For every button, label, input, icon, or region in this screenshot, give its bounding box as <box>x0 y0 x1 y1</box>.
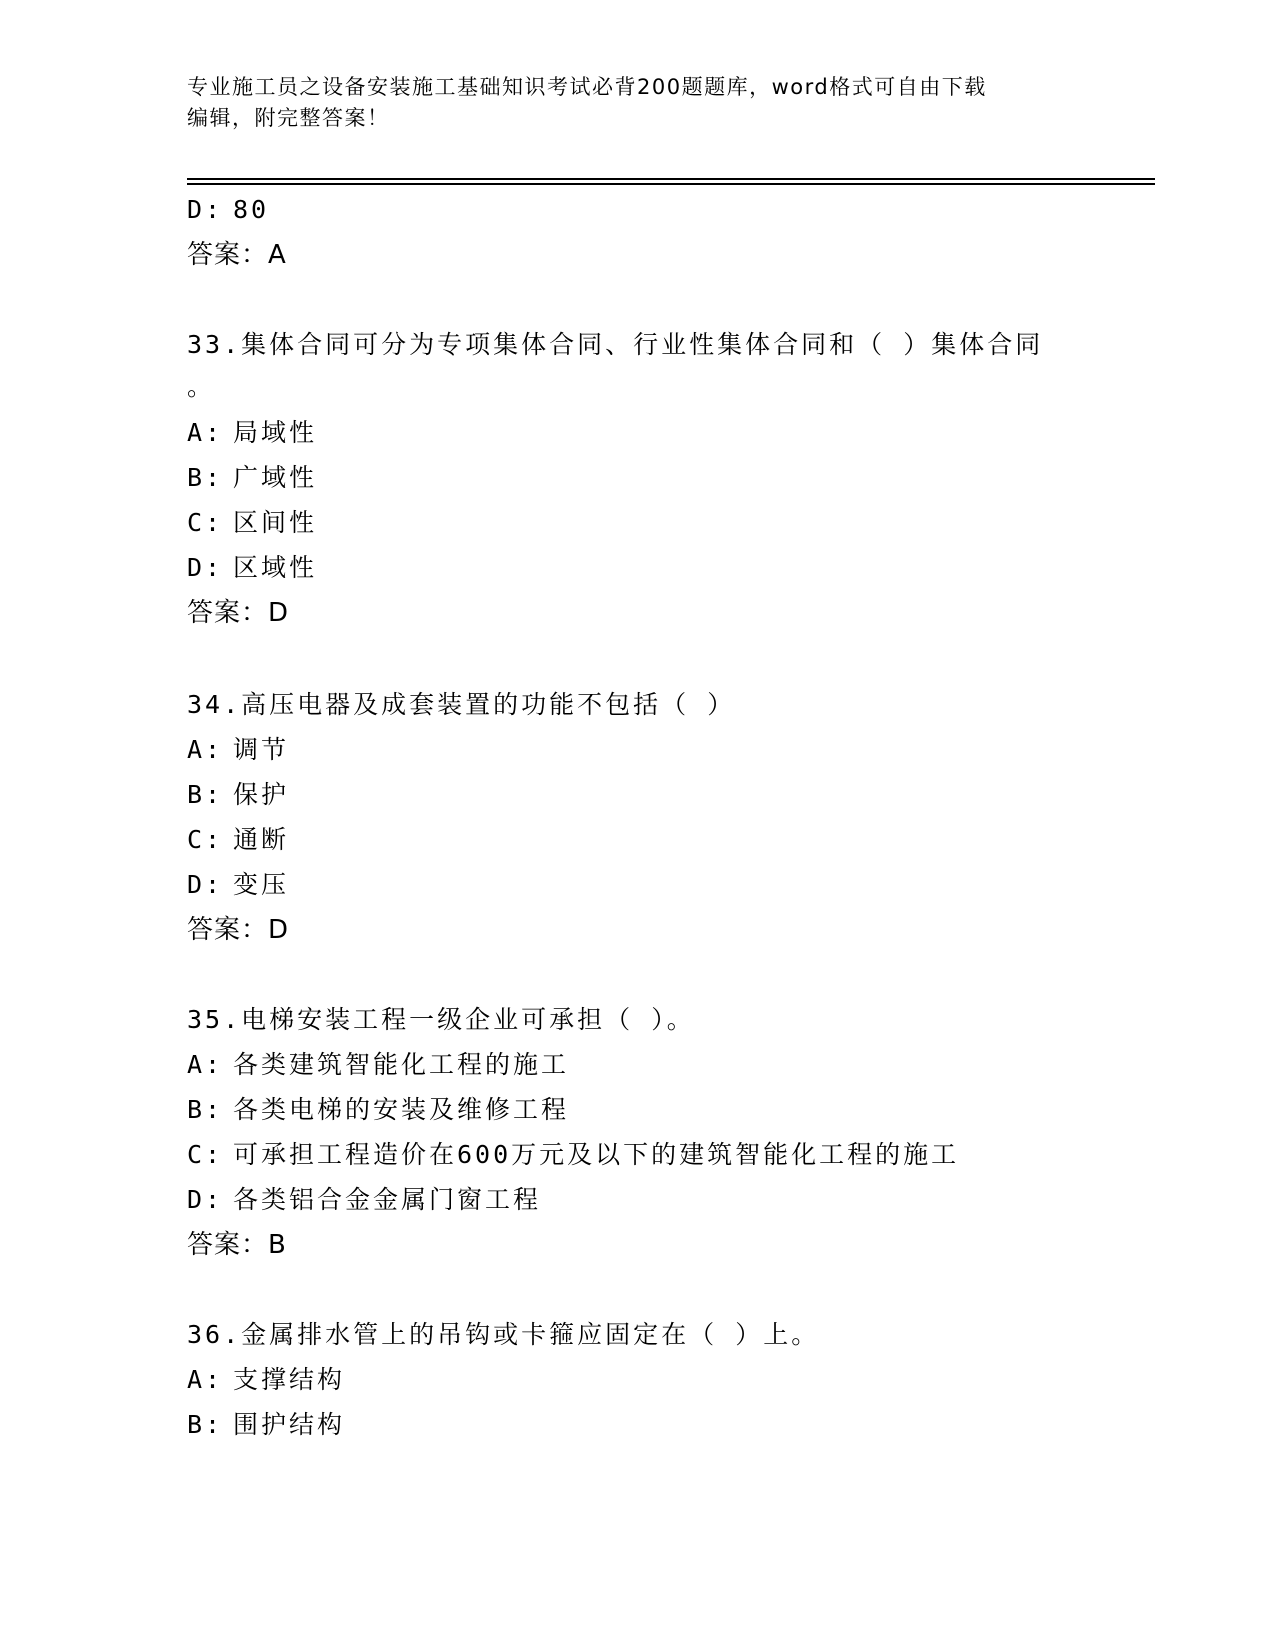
option-label: C: <box>187 1140 224 1169</box>
option-label: D: <box>187 195 224 224</box>
option-text: 局域性 <box>233 418 318 447</box>
option-text: 围护结构 <box>233 1410 346 1439</box>
question-33-stem-cont: 。 <box>187 372 216 401</box>
option-text: 广域性 <box>233 463 318 492</box>
option-text: 保护 <box>233 780 290 809</box>
question-33-stem: 33.集体合同可分为专项集体合同、行业性集体合同和（ ）集体合同 <box>187 330 1044 359</box>
option-label: C: <box>187 825 224 854</box>
option-text: 各类电梯的安装及维修工程 <box>233 1095 570 1124</box>
question-33-option-c <box>187 508 317 538</box>
option-text: 变压 <box>233 870 290 899</box>
question-35-option-a <box>187 1050 569 1080</box>
question-34-answer: 答案：D <box>187 915 290 945</box>
question-35-option-d <box>187 1185 541 1215</box>
option-label: D: <box>187 870 224 899</box>
question-35-option-b <box>187 1095 569 1125</box>
option-label: A: <box>187 418 224 447</box>
question-33-option-d <box>187 553 317 583</box>
option-label: A: <box>187 1365 224 1394</box>
question-34-stem: 34.高压电器及成套装置的功能不包括（ ） <box>187 690 736 719</box>
option-text: 调节 <box>233 735 290 764</box>
option-label: D: <box>187 553 224 582</box>
question-33-answer: 答案：D <box>187 598 290 628</box>
option-text: 通断 <box>233 825 290 854</box>
option-label: B: <box>187 463 224 492</box>
option-text: 区间性 <box>233 508 318 537</box>
option-label: C: <box>187 508 224 537</box>
option-text: 可承担工程造价在600万元及以下的建筑智能化工程的施工 <box>233 1140 960 1169</box>
option-label: A: <box>187 735 224 764</box>
question-34-option-d <box>187 870 289 900</box>
question-35-stem: 35.电梯安装工程一级企业可承担（ ）。 <box>187 1005 695 1034</box>
question-34-option-b <box>187 780 289 810</box>
question-33-option-b <box>187 463 317 493</box>
question-36-stem: 36.金属排水管上的吊钩或卡箍应固定在（ ）上。 <box>187 1320 820 1349</box>
question-36-option-a <box>187 1365 345 1395</box>
question-35-option-c <box>187 1140 959 1170</box>
option-text: 80 <box>233 195 270 224</box>
header-line-2: 编辑，附完整答案！ <box>187 106 390 130</box>
option-label: B: <box>187 1095 224 1124</box>
option-label: B: <box>187 1410 224 1439</box>
question-33-option-a <box>187 418 317 448</box>
prev-option-d <box>187 195 269 225</box>
prev-answer: 答案：A <box>187 240 287 270</box>
option-label: D: <box>187 1185 224 1214</box>
header-line-1: 专业施工员之设备安装施工基础知识考试必背200题题库，word格式可自由下载 <box>187 75 987 99</box>
option-label: B: <box>187 780 224 809</box>
option-text: 区域性 <box>233 553 318 582</box>
option-text: 各类铝合金金属门窗工程 <box>233 1185 542 1214</box>
question-36-option-b <box>187 1410 345 1440</box>
header-divider-top <box>187 178 1155 180</box>
header-divider-bottom <box>187 183 1155 185</box>
question-34-option-a <box>187 735 289 765</box>
question-34-option-c <box>187 825 289 855</box>
option-text: 各类建筑智能化工程的施工 <box>233 1050 570 1079</box>
option-label: A: <box>187 1050 224 1079</box>
document-header <box>187 72 1087 134</box>
option-text: 支撑结构 <box>233 1365 346 1394</box>
question-35-answer: 答案：B <box>187 1230 287 1260</box>
